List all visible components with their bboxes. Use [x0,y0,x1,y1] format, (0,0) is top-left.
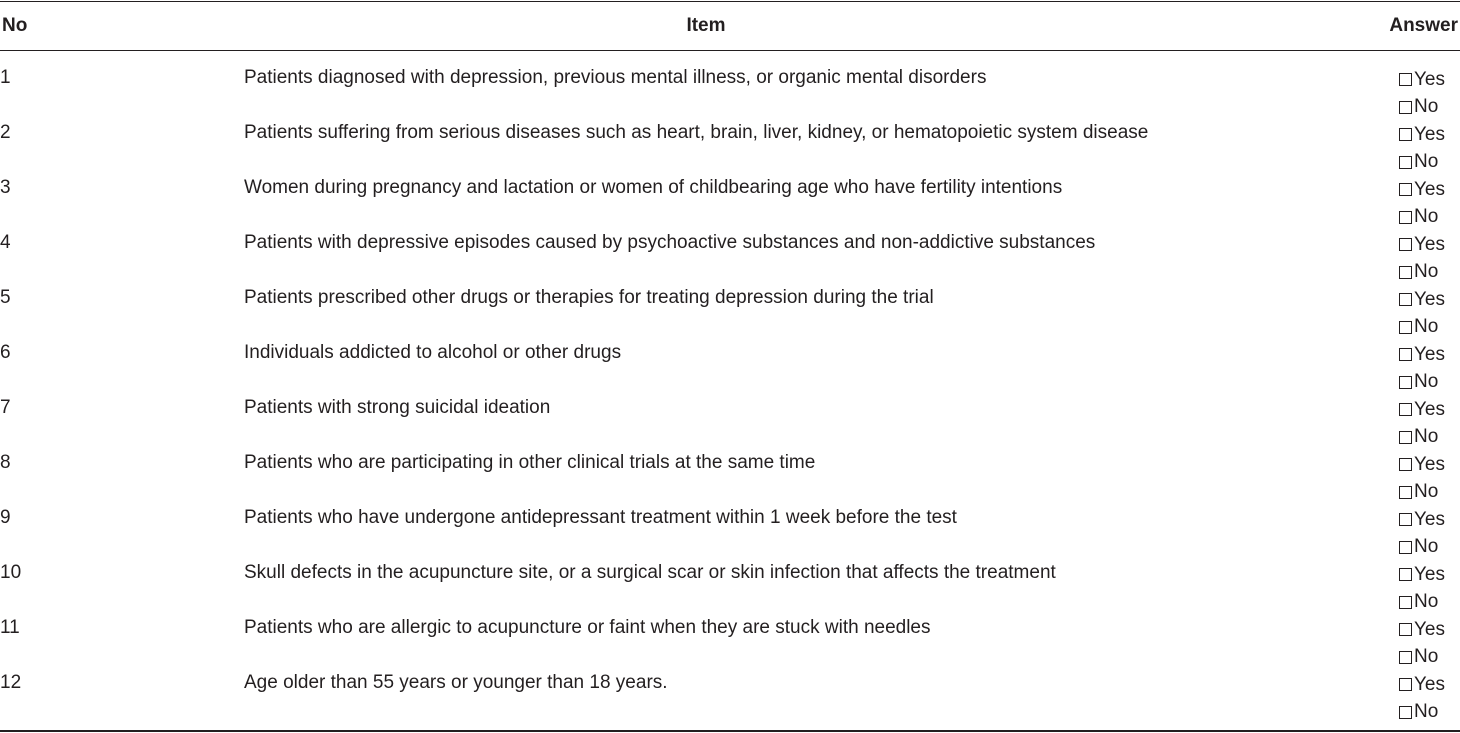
row-number: 7 [0,397,11,418]
row-number: 2 [0,122,11,143]
answer-label-no: No [1414,151,1439,173]
row-item-text: Skull defects in the acupuncture site, or a surgical scar or skin infection that affects the treatment [244,562,1056,583]
answer-option-no[interactable] [1399,534,1460,562]
header-rule [0,50,1460,51]
answer-label-yes: Yes [1414,288,1445,310]
row-item-text: Patients who are participating in other clinical trials at the same time [244,452,816,473]
answer-options [1399,561,1460,616]
answer-label-no: No [1414,261,1439,283]
answer-label-yes: Yes [1414,398,1445,420]
answer-option-yes[interactable] [1399,561,1460,589]
answer-option-yes[interactable] [1399,341,1460,369]
answer-label-yes: Yes [1414,563,1445,585]
row-number: 10 [0,562,22,583]
checkbox-no[interactable] [1399,321,1412,334]
checkbox-no[interactable] [1399,156,1412,169]
answer-label-yes: Yes [1414,508,1445,530]
row-number: 3 [0,177,11,198]
answer-label-yes: Yes [1414,673,1445,695]
answer-options [1399,121,1460,176]
answer-option-no[interactable] [1399,314,1460,342]
row-item-text: Patients who are allergic to acupuncture or faint when they are stuck with needles [244,617,931,638]
header-no: No [2,15,28,36]
answer-label-yes: Yes [1414,453,1445,475]
row-item-text: Women during pregnancy and lactation or women of childbearing age who have fertility intentions [244,177,1063,198]
answer-option-no[interactable] [1399,94,1460,122]
answer-option-yes[interactable] [1399,396,1460,424]
answer-label-no: No [1414,96,1439,118]
answer-label-no: No [1414,426,1439,448]
answer-options [1399,66,1460,121]
checkbox-yes[interactable] [1399,458,1412,471]
answer-options [1399,231,1460,286]
checkbox-yes[interactable] [1399,293,1412,306]
answer-option-no[interactable] [1399,589,1460,617]
checkbox-no[interactable] [1399,541,1412,554]
table-row [0,176,1460,231]
answer-label-no: No [1414,536,1439,558]
answer-label-no: No [1414,591,1439,613]
answer-label-yes: Yes [1414,343,1445,365]
table-row [0,286,1460,341]
answer-option-yes[interactable] [1399,671,1460,699]
answer-option-no[interactable] [1399,259,1460,287]
answer-label-yes: Yes [1414,123,1445,145]
row-item-text: Patients with strong suicidal ideation [244,397,551,418]
row-number: 9 [0,507,11,528]
answer-option-yes[interactable] [1399,176,1460,204]
row-number: 1 [0,67,11,88]
answer-option-no[interactable] [1399,644,1460,672]
checkbox-yes[interactable] [1399,623,1412,636]
checkbox-yes[interactable] [1399,678,1412,691]
answer-options [1399,286,1460,341]
table-row [0,671,1460,726]
answer-label-yes: Yes [1414,233,1445,255]
row-number: 8 [0,452,11,473]
answer-label-no: No [1414,646,1439,668]
checkbox-no[interactable] [1399,431,1412,444]
checkbox-no[interactable] [1399,266,1412,279]
answer-label-no: No [1414,481,1439,503]
row-number: 5 [0,287,11,308]
answer-options [1399,506,1460,561]
row-item-text: Patients suffering from serious diseases such as heart, brain, liver, kidney, or hematopoietic system disease [244,122,1149,143]
answer-option-no[interactable] [1399,369,1460,397]
table-row [0,121,1460,176]
row-number: 6 [0,342,11,363]
checkbox-no[interactable] [1399,651,1412,664]
answer-option-no[interactable] [1399,424,1460,452]
answer-option-no[interactable] [1399,149,1460,177]
answer-options [1399,341,1460,396]
checkbox-yes[interactable] [1399,183,1412,196]
table-row [0,616,1460,671]
checkbox-yes[interactable] [1399,568,1412,581]
answer-option-yes[interactable] [1399,616,1460,644]
table-top-rule [0,1,1460,2]
answer-options [1399,671,1460,726]
checkbox-no[interactable] [1399,376,1412,389]
answer-label-yes: Yes [1414,68,1445,90]
row-number: 4 [0,232,11,253]
table-row [0,396,1460,451]
answer-option-yes[interactable] [1399,286,1460,314]
checkbox-no[interactable] [1399,596,1412,609]
answer-option-no[interactable] [1399,479,1460,507]
answer-label-no: No [1414,206,1439,228]
row-item-text: Patients prescribed other drugs or therapies for treating depression during the trial [244,287,934,308]
checkbox-no[interactable] [1399,706,1412,719]
header-item: Item [686,15,726,36]
table-row [0,451,1460,506]
checkbox-yes[interactable] [1399,128,1412,141]
answer-label-no: No [1414,701,1439,723]
checkbox-no[interactable] [1399,101,1412,114]
answer-options [1399,176,1460,231]
table-bottom-rule [0,730,1460,732]
answer-options [1399,396,1460,451]
table-row [0,231,1460,286]
answer-label-yes: Yes [1414,618,1445,640]
checkbox-yes[interactable] [1399,513,1412,526]
row-number: 11 [0,617,20,638]
answer-options [1399,451,1460,506]
answer-option-yes[interactable] [1399,231,1460,259]
table-row [0,506,1460,561]
header-answer: Answer [1389,15,1458,36]
checkbox-yes[interactable] [1399,403,1412,416]
answer-option-yes[interactable] [1399,66,1460,94]
checkbox-no[interactable] [1399,486,1412,499]
checkbox-yes[interactable] [1399,238,1412,251]
answer-label-no: No [1414,316,1439,338]
answer-option-no[interactable] [1399,699,1460,727]
answer-label-yes: Yes [1414,178,1445,200]
answer-option-no[interactable] [1399,204,1460,232]
table-row [0,561,1460,616]
answer-option-yes[interactable] [1399,506,1460,534]
checkbox-yes[interactable] [1399,348,1412,361]
checkbox-no[interactable] [1399,211,1412,224]
row-item-text: Patients who have undergone antidepressant treatment within 1 week before the test [244,507,957,528]
table-row [0,341,1460,396]
row-item-text: Individuals addicted to alcohol or other drugs [244,342,622,363]
table-row [0,66,1460,121]
answer-option-yes[interactable] [1399,451,1460,479]
row-item-text: Age older than 55 years or younger than 18 years. [244,672,668,693]
checkbox-yes[interactable] [1399,73,1412,86]
answer-label-no: No [1414,371,1439,393]
answer-options [1399,616,1460,671]
row-item-text: Patients diagnosed with depression, previous mental illness, or organic mental disorders [244,67,987,88]
row-number: 12 [0,672,22,693]
row-item-text: Patients with depressive episodes caused by psychoactive substances and non-addictive substances [244,232,1096,253]
answer-option-yes[interactable] [1399,121,1460,149]
